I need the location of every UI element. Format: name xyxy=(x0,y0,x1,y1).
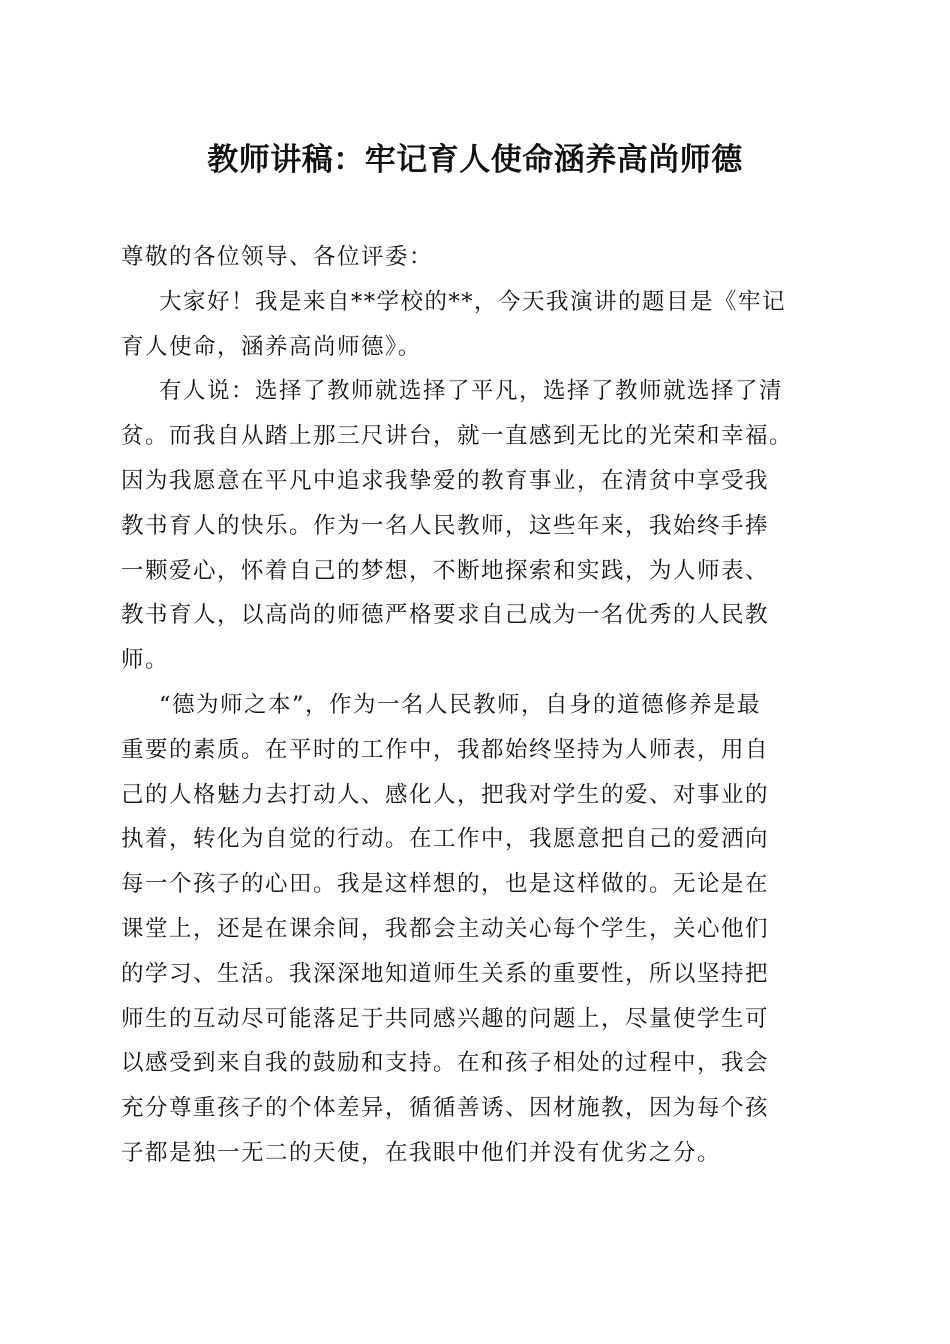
paragraph-line: 有人说：选择了教师就选择了平凡，选择了教师就选择了清 xyxy=(159,378,784,405)
salutation: 尊敬的各位领导、各位评委： xyxy=(121,244,434,270)
paragraph-line: 教书育人，以高尚的师德严格要求自己成为一名优秀的人民教 xyxy=(121,602,770,629)
paragraph-line: 师。 xyxy=(121,647,170,674)
paragraph-line: 教书育人的快乐。作为一名人民教师，这些年来，我始终手捧 xyxy=(121,512,770,539)
paragraph-2 xyxy=(121,369,833,683)
paragraph-line: 一颗爱心，怀着自己的梦想，不断地探索和实践，为人师表、 xyxy=(121,557,770,584)
paragraph-line: 己的人格魅力去打动人、感化人，把我对学生的爱、对事业的 xyxy=(121,781,770,808)
paragraph-line: 因为我愿意在平凡中追求我挚爱的教育事业，在清贫中享受我 xyxy=(121,467,770,494)
paragraph-line: 贫。而我自从踏上那三尺讲台，就一直感到无比的光荣和幸福。 xyxy=(121,423,794,450)
paragraph-line: 的学习、生活。我深深地知道师生关系的重要性，所以坚持把 xyxy=(121,960,770,987)
paragraph-line: 课堂上，还是在课余间，我都会主动关心每个学生，关心他们 xyxy=(121,915,770,942)
paragraph-line: 执着，转化为自觉的行动。在工作中，我愿意把自己的爱洒向 xyxy=(121,826,770,853)
paragraph-line: 重要的素质。在平时的工作中，我都始终坚持为人师表，用自 xyxy=(121,736,770,763)
paragraph-line: 师生的互动尽可能落足于共同感兴趣的问题上，尽量使学生可 xyxy=(121,1005,770,1032)
paragraph-1 xyxy=(121,280,833,370)
document-body xyxy=(121,235,833,1176)
paragraph-line: 子都是独一无二的天使，在我眼中他们并没有优劣之分。 xyxy=(121,1139,722,1166)
paragraph-line: 育人使命，涵养高尚师德》。 xyxy=(121,333,422,360)
paragraph-line: “德为师之本”，作为一名人民教师，自身的道德修养是最 xyxy=(159,691,762,718)
paragraph-3 xyxy=(121,683,833,1176)
paragraph-line: 大家好！我是来自**学校的**，今天我演讲的题目是《牢记 xyxy=(159,288,787,315)
paragraph-line: 充分尊重孩子的个体差异，循循善诱、因材施教，因为每个孩 xyxy=(121,1095,770,1122)
document-title: 教师讲稿：牢记育人使命涵养高尚师德 xyxy=(207,142,743,178)
paragraph-line: 以感受到来自我的鼓励和支持。在和孩子相处的过程中，我会 xyxy=(121,1050,770,1077)
paragraph-line: 每一个孩子的心田。我是这样想的，也是这样做的。无论是在 xyxy=(121,871,770,898)
